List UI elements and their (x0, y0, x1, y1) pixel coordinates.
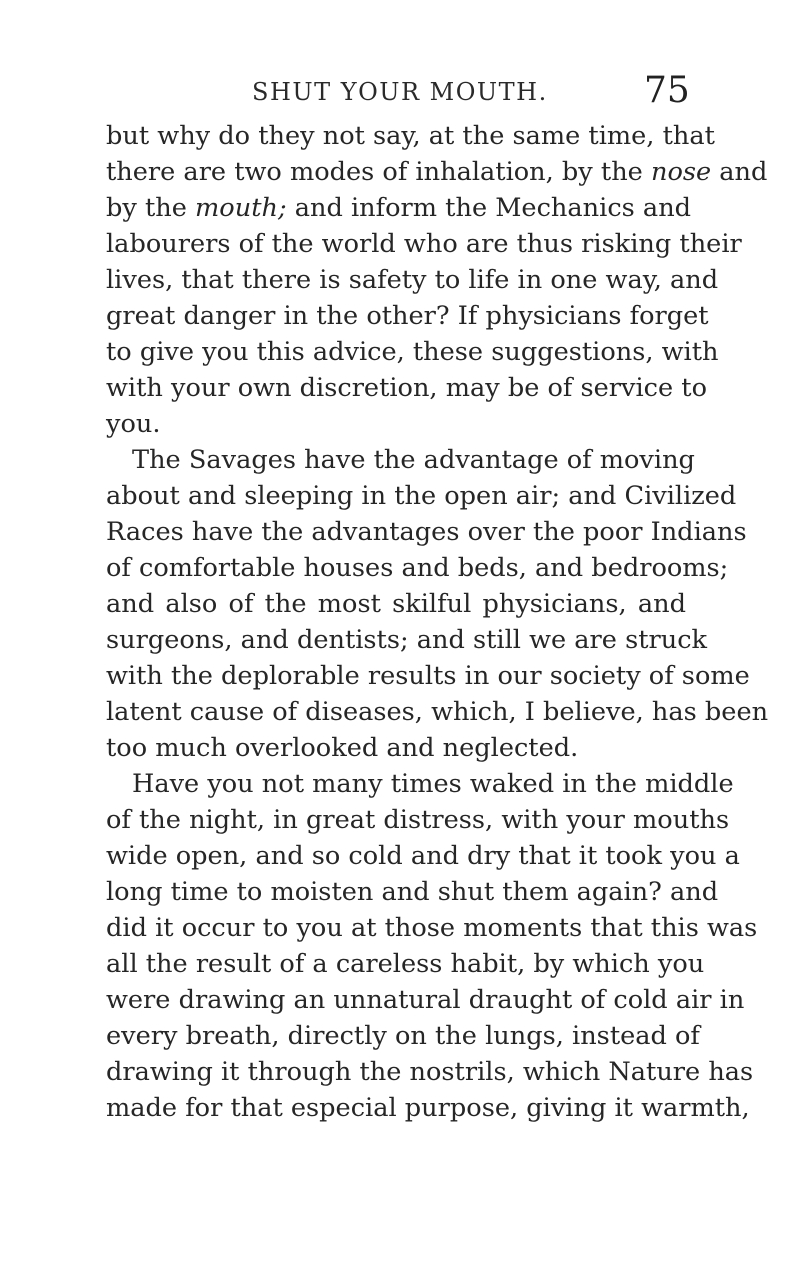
text-line: long time to moisten and shut them again? and (106, 877, 719, 907)
running-head (0, 72, 800, 112)
text-line: labourers of the world who are thus risking their (106, 229, 742, 259)
text-line: of the night, in great distress, with your mouths (106, 805, 730, 835)
text-line: every breath, directly on the lungs, instead of (106, 1021, 700, 1051)
text-line: wide open, and so cold and dry that it took you a (106, 841, 740, 871)
text-line: by the mouth; and inform the Mechanics and (106, 193, 692, 223)
running-title: SHUT YOUR MOUTH. (252, 78, 548, 106)
text-line: all the result of a careless habit, by which you (106, 949, 705, 979)
text-line: you. (106, 409, 161, 439)
text-line: of comfortable houses and beds, and bedrooms; (106, 553, 729, 583)
text-line: Have you not many times waked in the middle (132, 769, 734, 799)
text-line: great danger in the other? If physicians forget (106, 301, 709, 331)
text-line: drawing it through the nostrils, which Nature has (106, 1057, 754, 1087)
text-line: lives, that there is safety to life in one way, and (106, 265, 719, 295)
body-text (106, 118, 769, 1126)
text-line: with your own discretion, may be of service to (106, 373, 707, 403)
text-line: too much overlooked and neglected. (106, 733, 579, 763)
text-line: made for that especial purpose, giving it warmth, (106, 1093, 750, 1123)
text-line: were drawing an unnatural draught of cold air in (106, 985, 745, 1015)
text-line: Races have the advantages over the poor Indians (106, 517, 747, 547)
text-line: about and sleeping in the open air; and Civilized (106, 481, 737, 511)
text-line: latent cause of diseases, which, I believe, has been (106, 697, 769, 727)
paragraph (106, 442, 769, 766)
text-line: surgeons, and dentists; and still we are struck (106, 625, 708, 655)
text-line: and also of the most skilful physicians, and (106, 589, 686, 619)
page-number: 75 (644, 70, 690, 111)
text-line: but why do they not say, at the same time, that (106, 121, 715, 151)
paragraph (106, 766, 758, 1126)
text-line: The Savages have the advantage of moving (132, 445, 695, 475)
text-line: with the deplorable results in our society of some (106, 661, 750, 691)
paragraph (106, 118, 768, 442)
text-line: did it occur to you at those moments that this was (106, 913, 758, 943)
text-line: there are two modes of inhalation, by the nose and (106, 157, 768, 187)
text-line: to give you this advice, these suggestions, with (106, 337, 719, 367)
